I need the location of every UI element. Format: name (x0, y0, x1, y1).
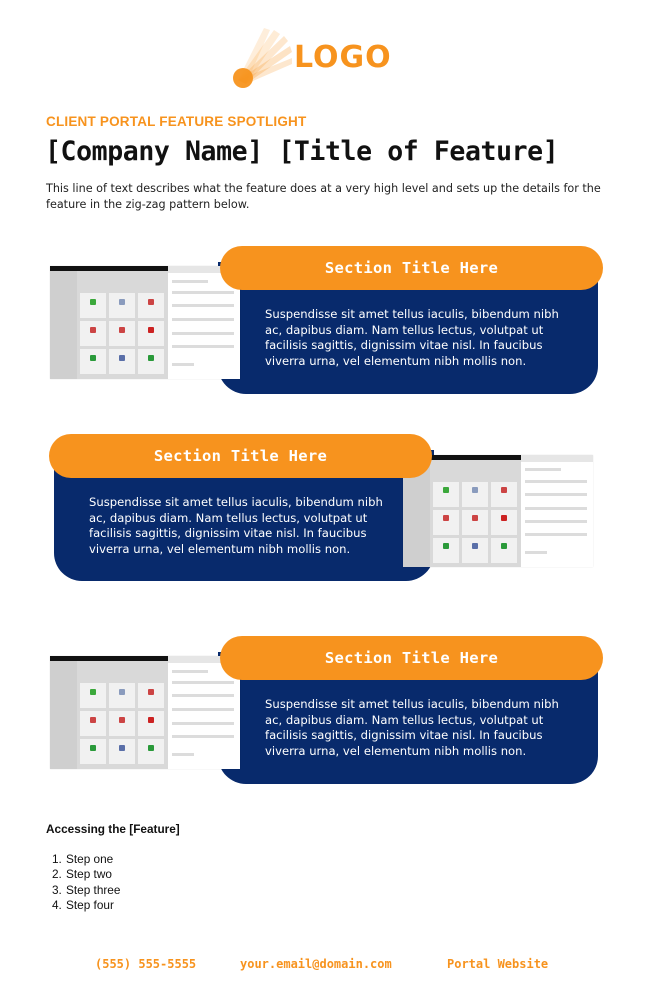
section-body-text: Suspendisse sit amet tellus iaculis, bibendum nibh ac, dapibus diam. Nam tellus lectus, volutpat ut facilisis sagittis, dignissim vitae nisl. In faucibus viverra urna, vel elementum nibh mollis non. (89, 495, 383, 556)
intro-text: This line of text describes what the feature does at a very high level and sets up the details for the feature in the zig-zag pattern below. (46, 182, 601, 211)
section-title-pill (220, 636, 603, 680)
section-title-pill (220, 246, 603, 290)
list-item: 2. Step two (52, 867, 112, 882)
logo-wordmark: LOGO (294, 40, 392, 75)
section-title-pill (49, 434, 432, 478)
footer-website-link[interactable]: Portal Website (447, 957, 549, 971)
eyebrow-label: CLIENT PORTAL FEATURE SPOTLIGHT (46, 114, 307, 129)
comet-icon (228, 26, 298, 88)
section-title: Section Title Here (324, 649, 499, 667)
list-item: 4. Step four (52, 898, 114, 913)
logo (228, 26, 418, 88)
list-item: 3. Step three (52, 882, 121, 897)
section-title: Section Title Here (324, 259, 499, 277)
section-body-text: Suspendisse sit amet tellus iaculis, bibendum nibh ac, dapibus diam. Nam tellus lectus, volutpat ut facilisis sagittis, dignissim vitae nisl. In faucibus viverra urna, vel elementum nibh mollis non. (265, 307, 559, 368)
app-screenshot (50, 266, 240, 379)
footer-phone[interactable]: (555) 555-5555 (95, 957, 197, 971)
steps-list (52, 852, 120, 914)
page-title: [Company Name] [Title of Feature] (45, 136, 559, 167)
list-item: 1. Step one (52, 852, 114, 866)
footer-email-link[interactable]: your.email@domain.com (240, 957, 392, 971)
steps-heading: Accessing the [Feature] (46, 822, 180, 836)
app-screenshot (50, 656, 240, 769)
section-title: Section Title Here (153, 447, 328, 465)
app-screenshot (403, 455, 593, 567)
section-body-text: Suspendisse sit amet tellus iaculis, bibendum nibh ac, dapibus diam. Nam tellus lectus, volutpat ut facilisis sagittis, dignissim vitae nisl. In faucibus viverra urna, vel elementum nibh mollis non. (265, 697, 559, 758)
